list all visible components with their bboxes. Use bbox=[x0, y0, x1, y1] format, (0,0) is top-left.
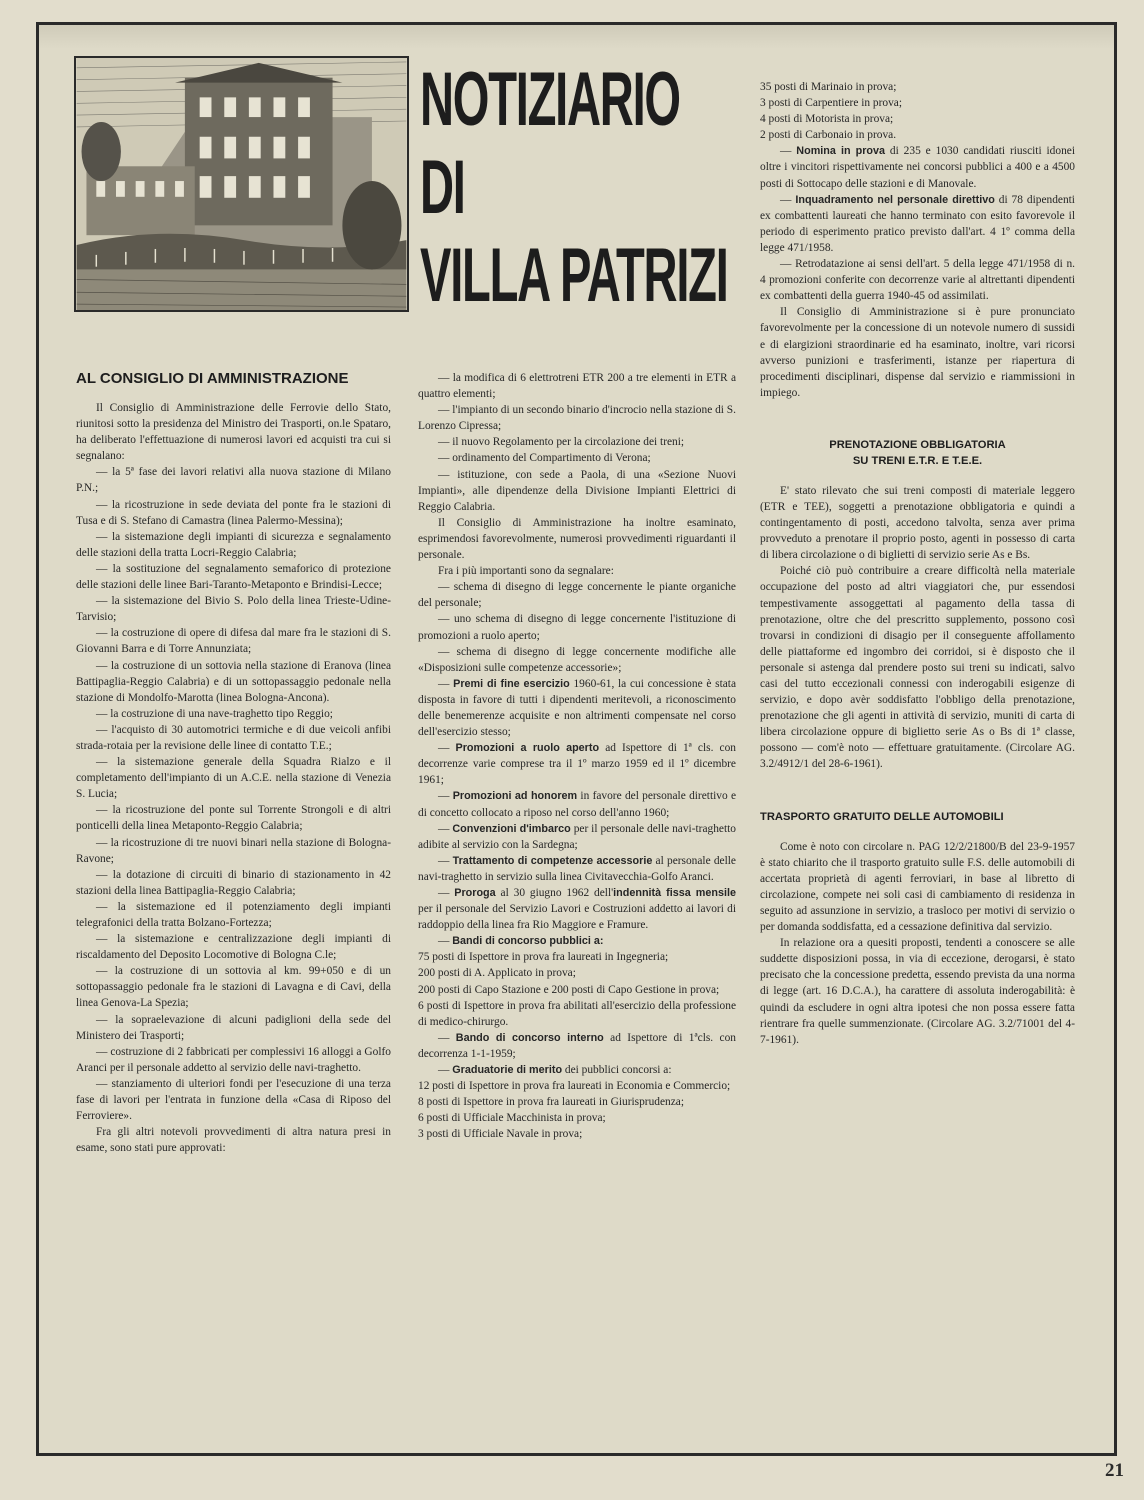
bold-lead: Premi di fine esercizio bbox=[453, 677, 570, 690]
paragraph bbox=[418, 885, 736, 933]
paragraph: 6 posti di Ufficiale Macchinista in prova; bbox=[418, 1112, 606, 1125]
paragraph: E' stato rilevato che sui treni composti di materiale leggero (ETR e TEE), soggetti a prenotazione obbligatoria e quindi a contingentamento di posti, accedono talvolta, senza aver prima provveduto a prenotare il proprio posto, agenti in possesso di carta di libera circolazione o di biglietti di servizio serie As e Bs. bbox=[760, 484, 1075, 562]
paragraph: 4 posti di Motorista in prova; bbox=[760, 113, 894, 126]
paragraph: Poiché ciò può contribuire a creare difficoltà nella materiale occupazione del posto ad altri viaggiatori che, pur essendosi tempestivamente assoggettati al pagamento della tassa di prenotazione, oltre che del prescritto supplemento, possono così trovarsi in condizioni di disagio per il conseguente affollamento delle piattaforme ed ingombro dei corridoi, si è disposto che il personale si astenga dal prendere posto sui treni su indicati, salvo casi del tutto eccezionali connessi con inderogabili esigenze di servizio, e dopo avèr soddisfatto l'obbligo della prenotazione, prenotazione che gli agenti in attività di servizio, muniti di carta di libera circolazione oppure di biglietto serie As o Bs di 1ª classe, possono — com'è noto — effettuare gratuitamente. (Circolare AG. 3.2/4912/1 del 28-6-1961). bbox=[760, 565, 1075, 771]
paragraph: In relazione ora a quesiti proposti, tendenti a conoscere se alle suddette disposizioni possa, in via di eccezione, derogarsi, è stato precisato che la concessione predetta, essendo prevista da una norma di legge (art. 16 D.C.A.), ha carattere di assoluta inderogabilità: è quindi da escludere in ogni altra ipotesi che non possa essere fatta rientrare fra quelle summenzionate. (Circolare AG. 3.2/71001 del 4-7-1961). bbox=[760, 937, 1075, 1046]
text-run: ad Ispettore di 1ª cls. con decorrenze varie comprese tra il 1º marzo 1959 ed il 1º dicembre 1961; bbox=[418, 742, 736, 787]
paragraph: Come è noto con circolare n. PAG 12/2/21800/B del 23-9-1957 è stato chiarito che il trasporto gratuito sulle F.S. delle automobili di accertata proprietà di agenti ferroviari, in base al libretto di circolazione, compete nei soli casi di cambiamento di residenza in seguito ad assunzione in servizio, a trasloco per motivi di servizio o per domanda soddisfatta, ed a cessazione definitiva dal servizio. bbox=[760, 840, 1075, 934]
section-heading-prenotazione-line-2: SU TRENI E.T.R. E T.E.E. bbox=[852, 454, 983, 467]
paragraph: 3 posti di Ufficiale Navale in prova; bbox=[418, 1128, 583, 1141]
paragraph: — la sistemazione degli impianti di sicurezza e segnalamento delle stazioni della tratta Locri-Reggio Calabria; bbox=[76, 530, 391, 559]
bold-lead: indennità fissa mensile bbox=[613, 887, 736, 899]
column-2 bbox=[418, 370, 736, 1143]
paragraph: 6 posti di Ispettore in prova fra abilitati all'esercizio della professione di medico-chirurgo. bbox=[418, 999, 736, 1028]
paragraph: — la ricostruzione in sede deviata del ponte fra le stazioni di Tusa e di S. Stefano di Camastra (linea Palermo-Messina); bbox=[76, 498, 391, 527]
paragraph: — la costruzione di un sottovia nella stazione di Eranova (linea Battipaglia-Reggio Calabria) e di un sottopassaggio pedonale nella stazione di Mondolfo-Marotta (linea Bologna-Ancona). bbox=[76, 659, 391, 704]
column-1-body bbox=[76, 400, 391, 1156]
paragraph: — istituzione, con sede a Paola, di una «Sezione Nuovi Impianti», alle dipendenze della Divisione Impianti Elettrici di Reggio Calabria. bbox=[418, 468, 736, 513]
masthead-line-2: DI bbox=[420, 145, 465, 230]
page-number: 21 bbox=[1105, 1460, 1124, 1481]
paragraph: — la sistemazione generale della Squadra Rialzo e il completamento dell'impianto di un A.C.E. nella stazione di Venezia S. Lucia; bbox=[76, 756, 391, 801]
paragraph: 3 posti di Carpentiere in prova; bbox=[760, 97, 903, 110]
masthead-line-1: NOTIZIARIO bbox=[420, 57, 680, 142]
section-heading-trasporto: TRASPORTO GRATUITO DELLE AUTOMOBILI bbox=[760, 810, 1004, 823]
text-run: ad Ispettore di 1ªcls. con decorrenza 1-1-1959; bbox=[418, 1031, 736, 1060]
bold-lead: Convenzioni d'imbarco bbox=[452, 822, 571, 835]
text-run: — bbox=[438, 1031, 456, 1044]
text-run: — bbox=[438, 1064, 453, 1077]
text-run: dei pubblici concorsi a: bbox=[562, 1064, 672, 1077]
text-run: — bbox=[438, 822, 453, 835]
paragraph: Fra i più importanti sono da segnalare: bbox=[438, 565, 614, 578]
paragraph: 8 posti di Ispettore in prova fra laureati in Giurisprudenza; bbox=[418, 1096, 685, 1109]
text-run: per il personale del Servizio Lavori e Costruzioni addetto ai lavori di raddoppio della linea fra Rio Maggiore e Framure. bbox=[418, 903, 736, 932]
bold-lead: Proroga bbox=[454, 887, 496, 899]
column-1 bbox=[76, 370, 391, 1156]
paragraph: — la sostituzione del segnalamento semaforico di protezione delle stazioni delle linee Bari-Taranto-Metaponto e Brindisi-Lecce; bbox=[76, 562, 391, 592]
paragraph: — la dotazione di circuiti di binario di stazionamento in 42 stazioni della linea Battipaglia-Reggio Calabria; bbox=[76, 868, 391, 897]
text-run: al 30 giugno 1962 dell' bbox=[495, 887, 614, 899]
bold-lead: Bandi di concorso pubblici a: bbox=[452, 935, 604, 948]
paragraph: 200 posti di A. Applicato in prova; bbox=[418, 967, 576, 980]
paragraph: — stanziamento di ulteriori fondi per l'esecuzione di una terza fase di lavori per l'entrata in funzione della «Casa di Riposo del Ferroviere». bbox=[76, 1077, 391, 1123]
section-heading-prenotazione-line-1: PRENOTAZIONE OBBLIGATORIA bbox=[829, 438, 1006, 451]
paragraph: — schema di disegno di legge concernente modifiche alle «Disposizioni sulle competenze accessorie»; bbox=[418, 645, 736, 674]
paragraph: — la sopraelevazione di alcuni padiglioni della sede del Ministero dei Trasporti; bbox=[76, 1013, 391, 1042]
paragraph: — la sistemazione e centralizzazione degli impianti di riscaldamento del Deposito Locomotive di Bologna C.le; bbox=[76, 933, 391, 962]
paragraph: 35 posti di Marinaio in prova; bbox=[760, 81, 897, 93]
paragraph: — il nuovo Regolamento per la circolazione dei treni; bbox=[438, 436, 685, 449]
top-band bbox=[39, 25, 1114, 49]
paragraph bbox=[418, 1030, 736, 1062]
paragraph: — la costruzione di una nave-traghetto tipo Reggio; bbox=[96, 707, 333, 720]
text-run: di 235 e 1030 candidati riusciti idonei oltre i vincitori rispettivamente nei concorsi pubblici a 400 e a 4500 posti di Sottocapo delle stazioni e di Manovale. bbox=[760, 145, 1075, 190]
paragraph bbox=[418, 740, 736, 788]
paragraph: — la costruzione di opere di difesa dal mare fra le stazioni di S. Giovanni Barra e di Torre Annunziata; bbox=[76, 627, 391, 656]
paragraph: — la ricostruzione di tre nuovi binari nella stazione di Bologna-Ravone; bbox=[76, 836, 391, 865]
column-3 bbox=[760, 79, 1075, 1048]
paragraph: — la costruzione di un sottovia al km. 99+050 e di un sottopassaggio pedonale fra le stazioni di Lavagna e di Cavi, della linea Genova-La Spezia; bbox=[76, 965, 391, 1010]
bold-lead: Trattamento di competenze accessorie bbox=[452, 854, 653, 867]
text-run: — bbox=[438, 742, 456, 755]
paragraph: — uno schema di disegno di legge concernente l'istituzione di promozioni a ruolo aperto; bbox=[418, 613, 736, 642]
text-run: di 78 dipendenti ex combattenti laureati che hanno terminato con esito favorevole il periodo di esperimento pratico previsto dall'art. 4 1º comma della legge 471/1958. bbox=[760, 193, 1075, 254]
paragraph: 200 posti di Capo Stazione e 200 posti di Capo Gestione in prova; bbox=[418, 983, 720, 996]
paragraph bbox=[418, 853, 736, 885]
paragraph: — la ricostruzione del ponte sul Torrente Strongoli e di altri ponticelli della linea Metaponto-Reggio Calabria; bbox=[76, 804, 391, 833]
paragraph: — schema di disegno di legge concernente le piante organiche del personale; bbox=[418, 581, 736, 610]
bold-lead: Inquadramento nel personale direttivo bbox=[795, 193, 995, 206]
bold-lead: Promozioni ad honorem bbox=[452, 790, 578, 803]
paragraph bbox=[418, 788, 736, 820]
paragraph: 12 posti di Ispettore in prova fra laureati in Economia e Commercio; bbox=[418, 1080, 731, 1093]
paragraph bbox=[760, 192, 1075, 256]
text-run: — bbox=[438, 887, 455, 899]
paragraph: — costruzione di 2 fabbricati per complessivi 16 alloggi a Golfo Aranci per il personale addetto al servizio delle navi-traghetto. bbox=[76, 1045, 391, 1074]
section-heading-prenotazione bbox=[760, 437, 1075, 469]
villa-engraving-icon bbox=[74, 56, 409, 312]
paragraph bbox=[760, 143, 1075, 191]
paragraph: 2 posti di Carbonaio in prova. bbox=[760, 129, 897, 142]
paragraph bbox=[418, 1062, 736, 1078]
bold-lead: Bando di concorso interno bbox=[455, 1031, 604, 1044]
paragraph: Il Consiglio di Amministrazione ha inoltre esaminato, esprimendosi favorevolmente, numerosi provvedimenti riguardanti il personale. bbox=[418, 516, 736, 562]
text-run: 1960-61, la cui concessione è stata disposta in favore di tutti i dipendenti meritevoli, a riconoscimento delle benemerenze acquisite e non altrimenti compensate nel corso dell'esercizio stesso; bbox=[418, 677, 737, 739]
paragraph: Il Consiglio di Amministrazione si è pure pronunciato favorevolmente per la concessione di un notevole numero di sussidi e di elargizioni straordinarie ed ha esaminato, inoltre, vari ricorsi avverso punizioni e trasferimenti, istanze per riapertura di procedimenti disciplinari, dispense dal servizio e riammissioni in impiego. bbox=[760, 306, 1075, 399]
text-run: — bbox=[780, 145, 797, 158]
paragraph: — l'impianto di un secondo binario d'incrocio nella stazione di S. Lorenzo Cipressa; bbox=[418, 404, 736, 433]
paragraph: Il Consiglio di Amministrazione delle Ferrovie dello Stato, riunitosi sotto la presidenza del Ministro dei Trasporti, on.le Spataro, ha deliberato l'effettuazione di numerosi lavori ed acquisti tra cui si segnalano: bbox=[76, 402, 391, 463]
text-run: per il personale delle navi-traghetto adibite al servizio con la Sardegna; bbox=[418, 822, 736, 851]
text-run: — bbox=[438, 935, 453, 948]
text-run: — bbox=[438, 790, 453, 803]
paragraph: Fra gli altri notevoli provvedimenti di altra natura presi in esame, sono stati pure approvati: bbox=[76, 1126, 391, 1155]
bold-lead: Promozioni a ruolo aperto bbox=[455, 742, 600, 755]
section-heading-consiglio: AL CONSIGLIO DI AMMINISTRAZIONE bbox=[76, 370, 349, 387]
text-run: — bbox=[780, 193, 796, 206]
text-run: al personale delle navi-traghetto in servizio sulla linea Civitavecchia-Golfo Aranci. bbox=[418, 854, 736, 883]
bold-lead: Graduatorie di merito bbox=[452, 1064, 563, 1077]
paragraph bbox=[418, 933, 736, 949]
text-run: — bbox=[438, 677, 454, 690]
paragraph: — la 5ª fase dei lavori relativi alla nuova stazione di Milano P.N.; bbox=[76, 466, 391, 495]
text-run: in favore del personale direttivo e di concetto collocato a riposo nel corso dell'anno 1960; bbox=[418, 790, 736, 819]
paragraph bbox=[418, 821, 736, 853]
paragraph: — l'acquisto di 30 automotrici termiche e di due veicoli anfibi strada-rotaia per la revisione delle linee di contatto T.E.; bbox=[76, 723, 391, 752]
paragraph: — la sistemazione del Bivio S. Polo della linea Trieste-Udine-Tarvisio; bbox=[76, 595, 391, 624]
paragraph: — la sistemazione ed il potenziamento degli impianti telegrafonici della tratta Bolzano-Fortezza; bbox=[76, 900, 391, 929]
paragraph bbox=[418, 676, 736, 740]
masthead-title bbox=[420, 56, 728, 320]
paragraph: — la modifica di 6 elettrotreni ETR 200 a tre elementi in ETR a quattro elementi; bbox=[418, 372, 736, 401]
bold-lead: Nomina in prova bbox=[796, 145, 886, 158]
paragraph: 75 posti di Ispettore in prova fra laureati in Ingegneria; bbox=[418, 951, 669, 964]
text-run: — bbox=[438, 854, 453, 867]
masthead-line-3: VILLA PATRIZI bbox=[420, 233, 728, 318]
paragraph: — Retrodatazione ai sensi dell'art. 5 della legge 471/1958 di n. 4 promozioni conferite con decorrenze varie al altrettanti dipendenti ex combattenti della guerra 1940-45 od assimilati. bbox=[760, 258, 1075, 303]
paragraph: — ordinamento del Compartimento di Verona; bbox=[438, 452, 651, 465]
